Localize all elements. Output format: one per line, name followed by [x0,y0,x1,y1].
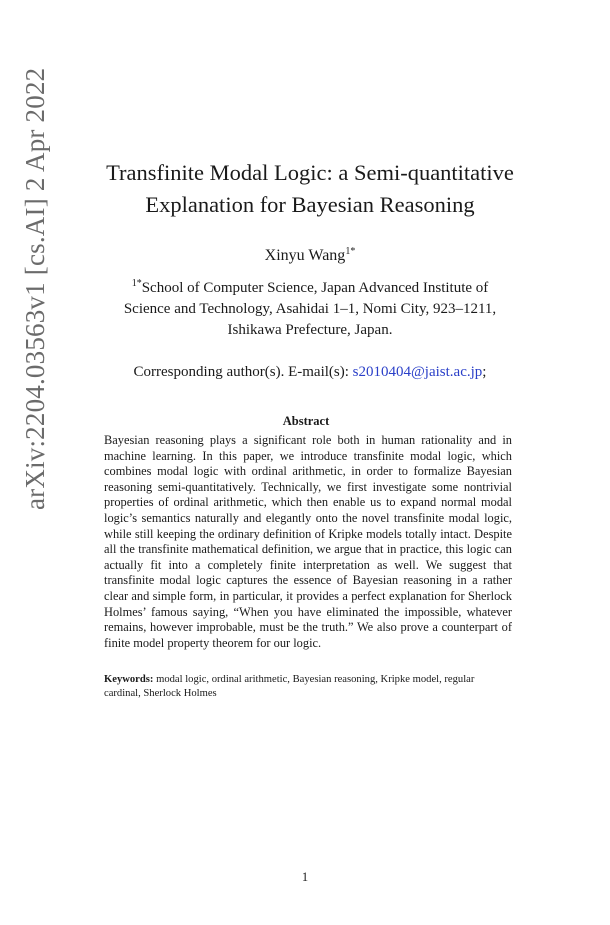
affiliation-line-3: Ishikawa Prefecture, Japan. [227,322,393,338]
corresponding-tail: ; [482,364,487,380]
page-number: 1 [301,870,309,884]
author-affiliation-mark: 1* [345,246,356,257]
keywords-text: modal logic, ordinal arithmetic, Bayesian reasoning, Kripke model, regular cardinal, Sherlock Holmes [104,674,475,699]
author-name: Xinyu Wang [264,247,346,264]
affiliation-line-2: Science and Technology, Asahidai 1–1, Nomi City, 923–1211, [123,301,497,317]
paper-title [80,157,540,221]
author-line [80,246,540,265]
corresponding-email-link[interactable]: s2010404@jaist.ac.jp [352,364,483,380]
corresponding-label: Corresponding author(s). E-mail(s): [133,364,349,380]
affiliation-line-1: School of Computer Science, Japan Advanced Institute of [141,280,489,296]
arxiv-identifier-stamp: arXiv:2204.03563v1 [cs.AI] 2 Apr 2022 [20,67,50,510]
abstract-heading: Abstract [282,414,330,428]
keywords-label: Keywords: [104,674,154,685]
affiliation-block [100,273,520,341]
affiliation-mark: 1* [131,278,142,289]
title-line-2: Explanation for Bayesian Reasoning [145,192,475,217]
title-line-1: Transfinite Modal Logic: a Semi-quantitative [106,160,514,185]
abstract-body: Bayesian reasoning plays a significant role both in human rationality and in machine learning. In this paper, we introduce transfinite modal logic, which combines modal logic with ordinal arithmetic, in order to formalize Bayesian reasoning semi-quantitatively. Technically, we first investigate some nontrivial properties of ordinal arithmetic, which then enable us to expand normal modal logic’s semantics naturally and elegantly onto the novel transfinite modal logic, while still keeping the ordinary definition of Kripke models totally intact. Despite all the transfinite mathematical definition, we argue that in practice, this logic can actually fit into a completely finite interpretation as well. We suggest that transfinite modal logic captures the essence of Bayesian reasoning in a rather clear and simple form, in particular, it provides a perfect explanation for Sherlock Holmes’ famous saying, “When you have eliminated the impossible, whatever remains, however improbable, must be the truth.” We also prove a counterpart of finite model property theorem for our logic. [104,433,512,650]
corresponding-author-line [80,364,540,381]
keywords-line [104,673,512,701]
